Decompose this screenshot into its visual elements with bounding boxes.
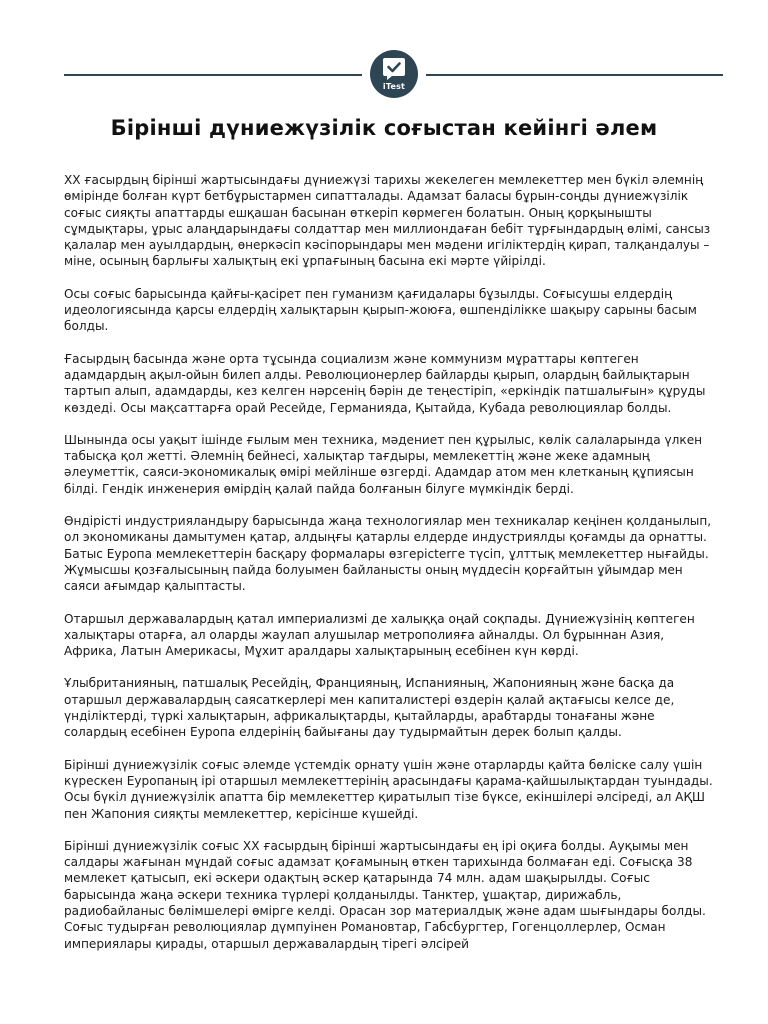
paragraph: Өндірісті индустрияландыру барысында жаңа технологиялар мен техникалар кеңінен қолданылып, ол экономиканы дамытумен қатар, алдыңғы қатарлы елдерде индустриялды қоғамды да орнатты. Батыс Еуропа мемлекеттерін басқару формалары өзгерісterге түсіп, ұлттық мемлекеттер нығайды. Жұмысшы қозғалысының пайда болуымен байланысты оның мүддесін қорғайтын ұйымдар мен саяси ағымдар қалыптасты. xyxy=(64,514,712,594)
paragraph: Ғасырдың басында және орта тұсында социализм және коммунизм мұраттары көптеген адамдардың ақыл-ойын билеп алды. Революционерлер байларды қырып, олардың байлықтарын тартып алып, адамдарды, кез келген нәрсенің бәрін де теңестіріп, «еркіндік патшалығын» құруды көздеді. Осы мақсаттарға орай Ресейде, Германияда, Қытайда, Кубада революциялар болды. xyxy=(64,351,706,415)
paragraph: Бірінші дүниежүзілік соғыс XX ғасырдың бірінші жартысындағы ең ірі оқиға болды. Ауқымы мен салдары жағынан мұндай соғыс адамзат қоғамының өткен тарихында болмаған еді. Соғысқа 38 мемлекет қатысып, екі әскери одақтың әскер қатарында 74 млн. адам шақырылды. Соғыс барысында жаңа әскери техника түрлері қолданылды. Танктер, ұшақтар, дирижабль, радиобайланыс бөлімшелері өмірге келді. Орасан зор материалдық және адам шығындары болды. Соғыс тудырған революциялар дүмпуінен Романовтар, Габсбургтер, Гогенцоллерлер, Осман империялары қирады, отаршыл державалардың тірегі әлсірей xyxy=(64,838,706,951)
page-header xyxy=(64,50,723,100)
chat-check-icon xyxy=(382,56,406,82)
article-body xyxy=(64,172,720,968)
itest-logo xyxy=(370,50,418,98)
paragraph: Шынында осы уақыт ішінде ғылым мен техника, мәдениет пен құрылыс, көлік салаларында үлкен табысқа қол жетті. Әлемнің бейнесі, халықтар тағдыры, мемлекеттің және жеке адамның әлеуметтік, саяси-экономикалық өмірі мейлінше өзгерді. Адамдар атом мен клетканың құпиясын білді. Гендік инженерия өмірдің қалай пайда болғанын білуге мүмкіндік берді. xyxy=(64,432,703,496)
page-title: Бірінші дүниежүзілік соғыстан кейінгі әлем xyxy=(110,116,658,140)
header-rule-left xyxy=(64,74,362,76)
paragraph: XX ғасырдың бірінші жартысындағы дүниежүзі тарихы жекелеген мемлекеттер мен бүкіл әлемнің өмірінде болған күрт бетбұрыстармен сипатталады. Адамзат баласы бұрын-соңды дүниежүзілік соғыс сияқты апаттарды ешқашан басынан өткеріп көрмеген болатын. Оның қорқынышты сұмдықтары, ұрыс алаңдарындағы солдаттар мен миллиондаған бебіт тұрғындардың өлімі, сансыз қалалар мен ауылдардың, өнеркәсіп кәсіпорындары мен мәдени игіліктердің қирап, талқандалуы – міне, осының барлығы халықтың екі ұрпағының басына екі мәрте үйірілді. xyxy=(64,173,711,269)
header-rule-right xyxy=(426,74,723,76)
logo-text: iTest xyxy=(382,82,406,91)
paragraph: Осы соғыс барысында қайғы-қасірет пен гуманизм қағидалары бұзылды. Соғысушы елдердің идеологиясында қарсы елдердің халықтарын қырып-жоюға, өшпенділікке шақыру сарыны басым болды. xyxy=(64,286,697,334)
paragraph: Ұлыбританияның, патшалық Ресейдің, Францияның, Испанияның, Жапонияның және басқа да отаршыл державалардың саясаткерлері мен капиталистері өздерін қалай ақтағысы келсе де, үнділіктерді, түркі халықтарын, африкалықтарды, қытайларды, арабтарды тонағаны және солардың есебінен Еуропа елдерінің байығаны дау тудырмайтын дерек болып қалды. xyxy=(64,676,675,740)
paragraph: Бірінші дүниежүзілік соғыс әлемде үстемдік орнату үшін және отарларды қайта бөліске салу үшін күрескен Еуропаның ірі отаршыл мемлекеттерінің арасындағы қарама-қайшылықтардан туындады. Осы бүкіл дүниежүзілік апатта бір мемлекеттер қиратылып тізе бүксе, екіншілері әлсіреді, ал АҚШ пен Жапония сияқты мемлекеттер, керісінше күшейді. xyxy=(64,757,713,821)
paragraph: Отаршыл державалардың қатал империализмі де халыққа оңай соқпады. Дүниежүзінің көптеген халықтары отарға, ал оларды жаулап алушылар метрополияға айналды. Ол бұрыннан Азия, Африка, Латын Америкасы, Мұхит аралдары халықтарының есебінен күн көрді. xyxy=(64,611,695,659)
